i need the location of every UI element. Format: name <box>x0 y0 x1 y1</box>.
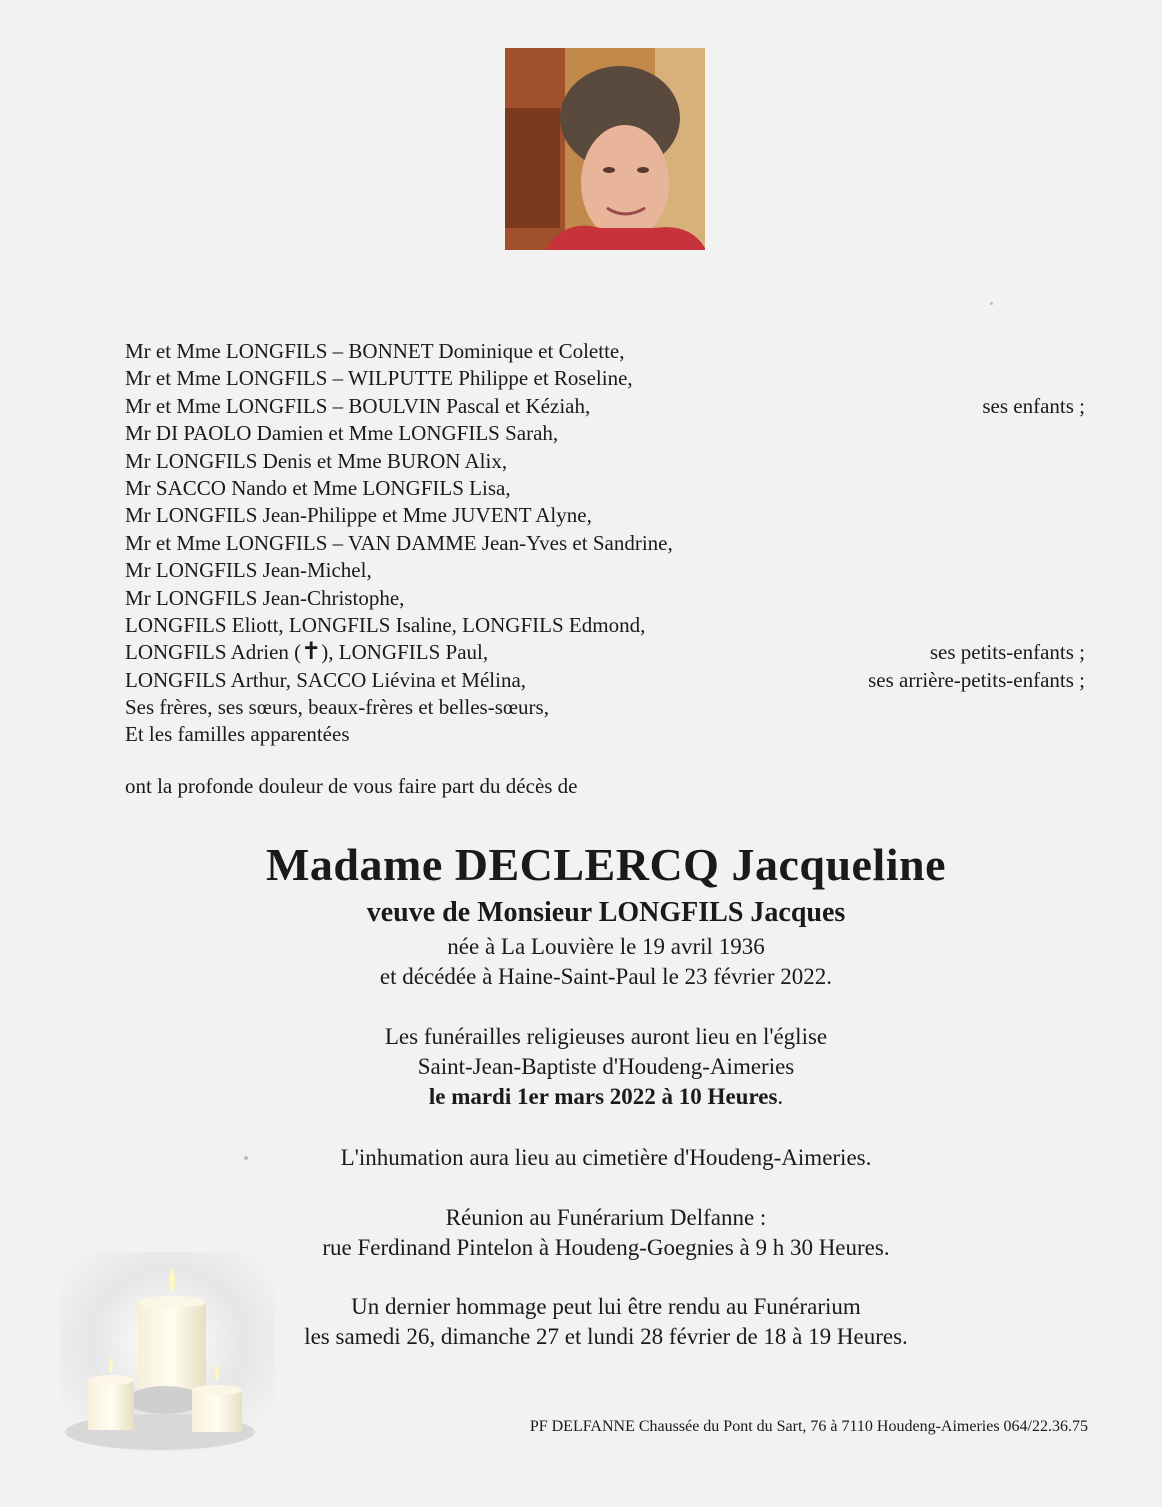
relation-label: ses enfants ; <box>982 393 1085 418</box>
family-row <box>125 667 1085 694</box>
family-member-text: Mr DI PAOLO Damien et Mme LONGFILS Sarah, <box>125 421 559 446</box>
family-row <box>125 694 1085 721</box>
candles-image <box>60 1252 275 1452</box>
family-member-text: Mr et Mme LONGFILS – BOULVIN Pascal et Kéziah, <box>125 393 591 418</box>
funeral-home-footer: PF DELFANNE Chaussée du Pont du Sart, 76 à 7110 Houdeng-Aimeries 064/22.36.75 <box>529 1418 1088 1435</box>
family-row <box>125 585 1085 612</box>
announcement-intro: ont la profonde douleur de vous faire part du décès de <box>125 774 578 798</box>
widow-of: veuve de Monsieur LONGFILS Jacques <box>366 897 846 928</box>
meeting-line-2: rue Ferdinand Pintelon à Houdeng-Goegnies à 9 h 30 Heures. <box>322 1235 890 1260</box>
tribute-line-1: Un dernier hommage peut lui être rendu au Funérarium <box>351 1294 861 1319</box>
funeral-date <box>0 1084 1162 1110</box>
death-info: et décédée à Haine-Saint-Paul le 23 février 2022. <box>379 964 833 989</box>
funeral-line-1: Les funérailles religieuses auront lieu en l'église <box>384 1024 828 1049</box>
speck <box>990 302 993 305</box>
burial-info: L'inhumation aura lieu au cimetière d'Houdeng-Aimeries. <box>340 1145 872 1170</box>
family-row <box>125 475 1085 502</box>
family-member-text: Mr et Mme LONGFILS – BONNET Dominique et Colette, <box>125 339 625 363</box>
family-row <box>125 338 1085 365</box>
family-row <box>125 448 1085 475</box>
funeral-date-suffix: . <box>777 1084 784 1109</box>
family-row <box>125 557 1085 584</box>
family-row <box>125 420 1085 447</box>
family-member-text: Et les familles apparentées <box>125 722 350 747</box>
birth-info: née à La Louvière le 19 avril 1936 <box>447 934 765 959</box>
family-row <box>125 393 1085 420</box>
family-list <box>125 338 1085 749</box>
deceased-name: Madame DECLERCQ Jacqueline <box>266 839 946 890</box>
family-member-text: Mr LONGFILS Jean-Michel, <box>125 558 372 583</box>
funeral-date-text: le mardi 1er mars 2022 à 10 Heures <box>428 1084 778 1109</box>
family-member-text: Mr et Mme LONGFILS – VAN DAMME Jean-Yves et Sandrine, <box>125 530 673 555</box>
family-row <box>125 365 1085 392</box>
speck <box>244 1156 248 1160</box>
family-member-text: Ses frères, ses sœurs, beaux-frères et belles-sœurs, <box>125 695 549 720</box>
family-member-text-before: LONGFILS Adrien ( <box>125 640 302 665</box>
relation-label: ses arrière-petits-enfants ; <box>868 667 1085 692</box>
cross-icon: ✝ <box>301 637 322 666</box>
relation-label: ses petits-enfants ; <box>929 640 1085 665</box>
family-member-text-after: ), LONGFILS Paul, <box>321 640 489 665</box>
family-member-text: Mr SACCO Nando et Mme LONGFILS Lisa, <box>125 475 511 500</box>
family-member-text: LONGFILS Arthur, SACCO Liévina et Mélina, <box>125 667 527 692</box>
funeral-line-2: Saint-Jean-Baptiste d'Houdeng-Aimeries <box>417 1054 795 1079</box>
family-member-text: LONGFILS Eliott, LONGFILS Isaline, LONGFILS Edmond, <box>125 612 646 637</box>
family-member-text: Mr et Mme LONGFILS – WILPUTTE Philippe et Roseline, <box>125 366 633 391</box>
family-row <box>125 530 1085 557</box>
family-row <box>125 612 1085 639</box>
family-row <box>125 721 1085 748</box>
family-member-text: Mr LONGFILS Jean-Philippe et Mme JUVENT Alyne, <box>125 503 592 528</box>
meeting-line-1: Réunion au Funérarium Delfanne : <box>445 1205 767 1230</box>
family-member-text: Mr LONGFILS Jean-Christophe, <box>125 585 405 610</box>
tribute-line-2: les samedi 26, dimanche 27 et lundi 28 février de 18 à 19 Heures. <box>304 1324 908 1349</box>
family-row <box>125 502 1085 529</box>
family-row <box>125 639 1085 666</box>
family-member-text: Mr LONGFILS Denis et Mme BURON Alix, <box>125 448 508 473</box>
portrait-photo <box>505 48 705 250</box>
